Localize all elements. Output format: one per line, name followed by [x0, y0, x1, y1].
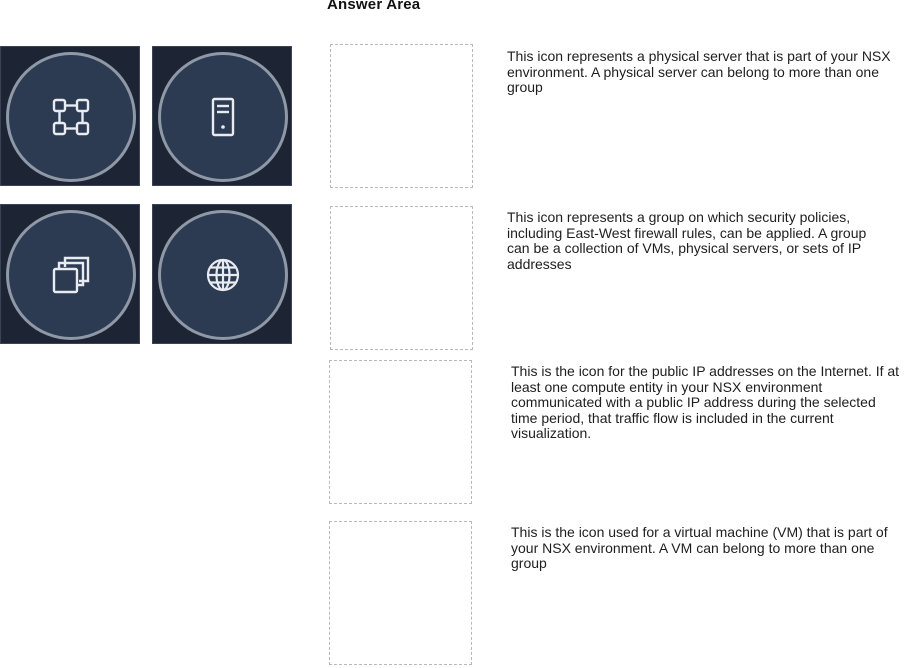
- drop-target-4[interactable]: [329, 521, 472, 665]
- virtual-machine-icon: [51, 255, 91, 295]
- drop-target-2[interactable]: [330, 206, 473, 350]
- answer-description-1: This icon represents a physical server that is part of your NSX environment. A physical server can belong to more than one group: [507, 48, 891, 95]
- physical-server-icon: [203, 97, 243, 137]
- drop-target-1[interactable]: [330, 44, 473, 188]
- physical-server-icon-tile[interactable]: [152, 46, 292, 186]
- answer-description-2: This icon represents a group on which security policies, including East-West firewall rules, can be applied. A group can be a collection of VMs, physical servers, or sets of IP addresses: [507, 209, 867, 272]
- virtual-machine-icon-tile[interactable]: [0, 204, 140, 344]
- answer-area-title: Answer Area: [327, 0, 421, 13]
- internet-globe-icon-tile[interactable]: [152, 204, 292, 344]
- answer-description-3: This is the icon for the public IP addresses on the Internet. If at least one compute entity in your NSX environment communicated with a public IP address during the selected time period, that traffic flow is included in the current visualization.: [511, 363, 900, 441]
- group-icon-tile[interactable]: [0, 46, 140, 186]
- answer-description-4: This is the icon used for a virtual machine (VM) that is part of your NSX environment. A VM can belong to more than one group: [511, 524, 888, 571]
- drop-target-3[interactable]: [329, 360, 472, 504]
- group-icon: [51, 97, 91, 137]
- internet-globe-icon: [203, 255, 243, 295]
